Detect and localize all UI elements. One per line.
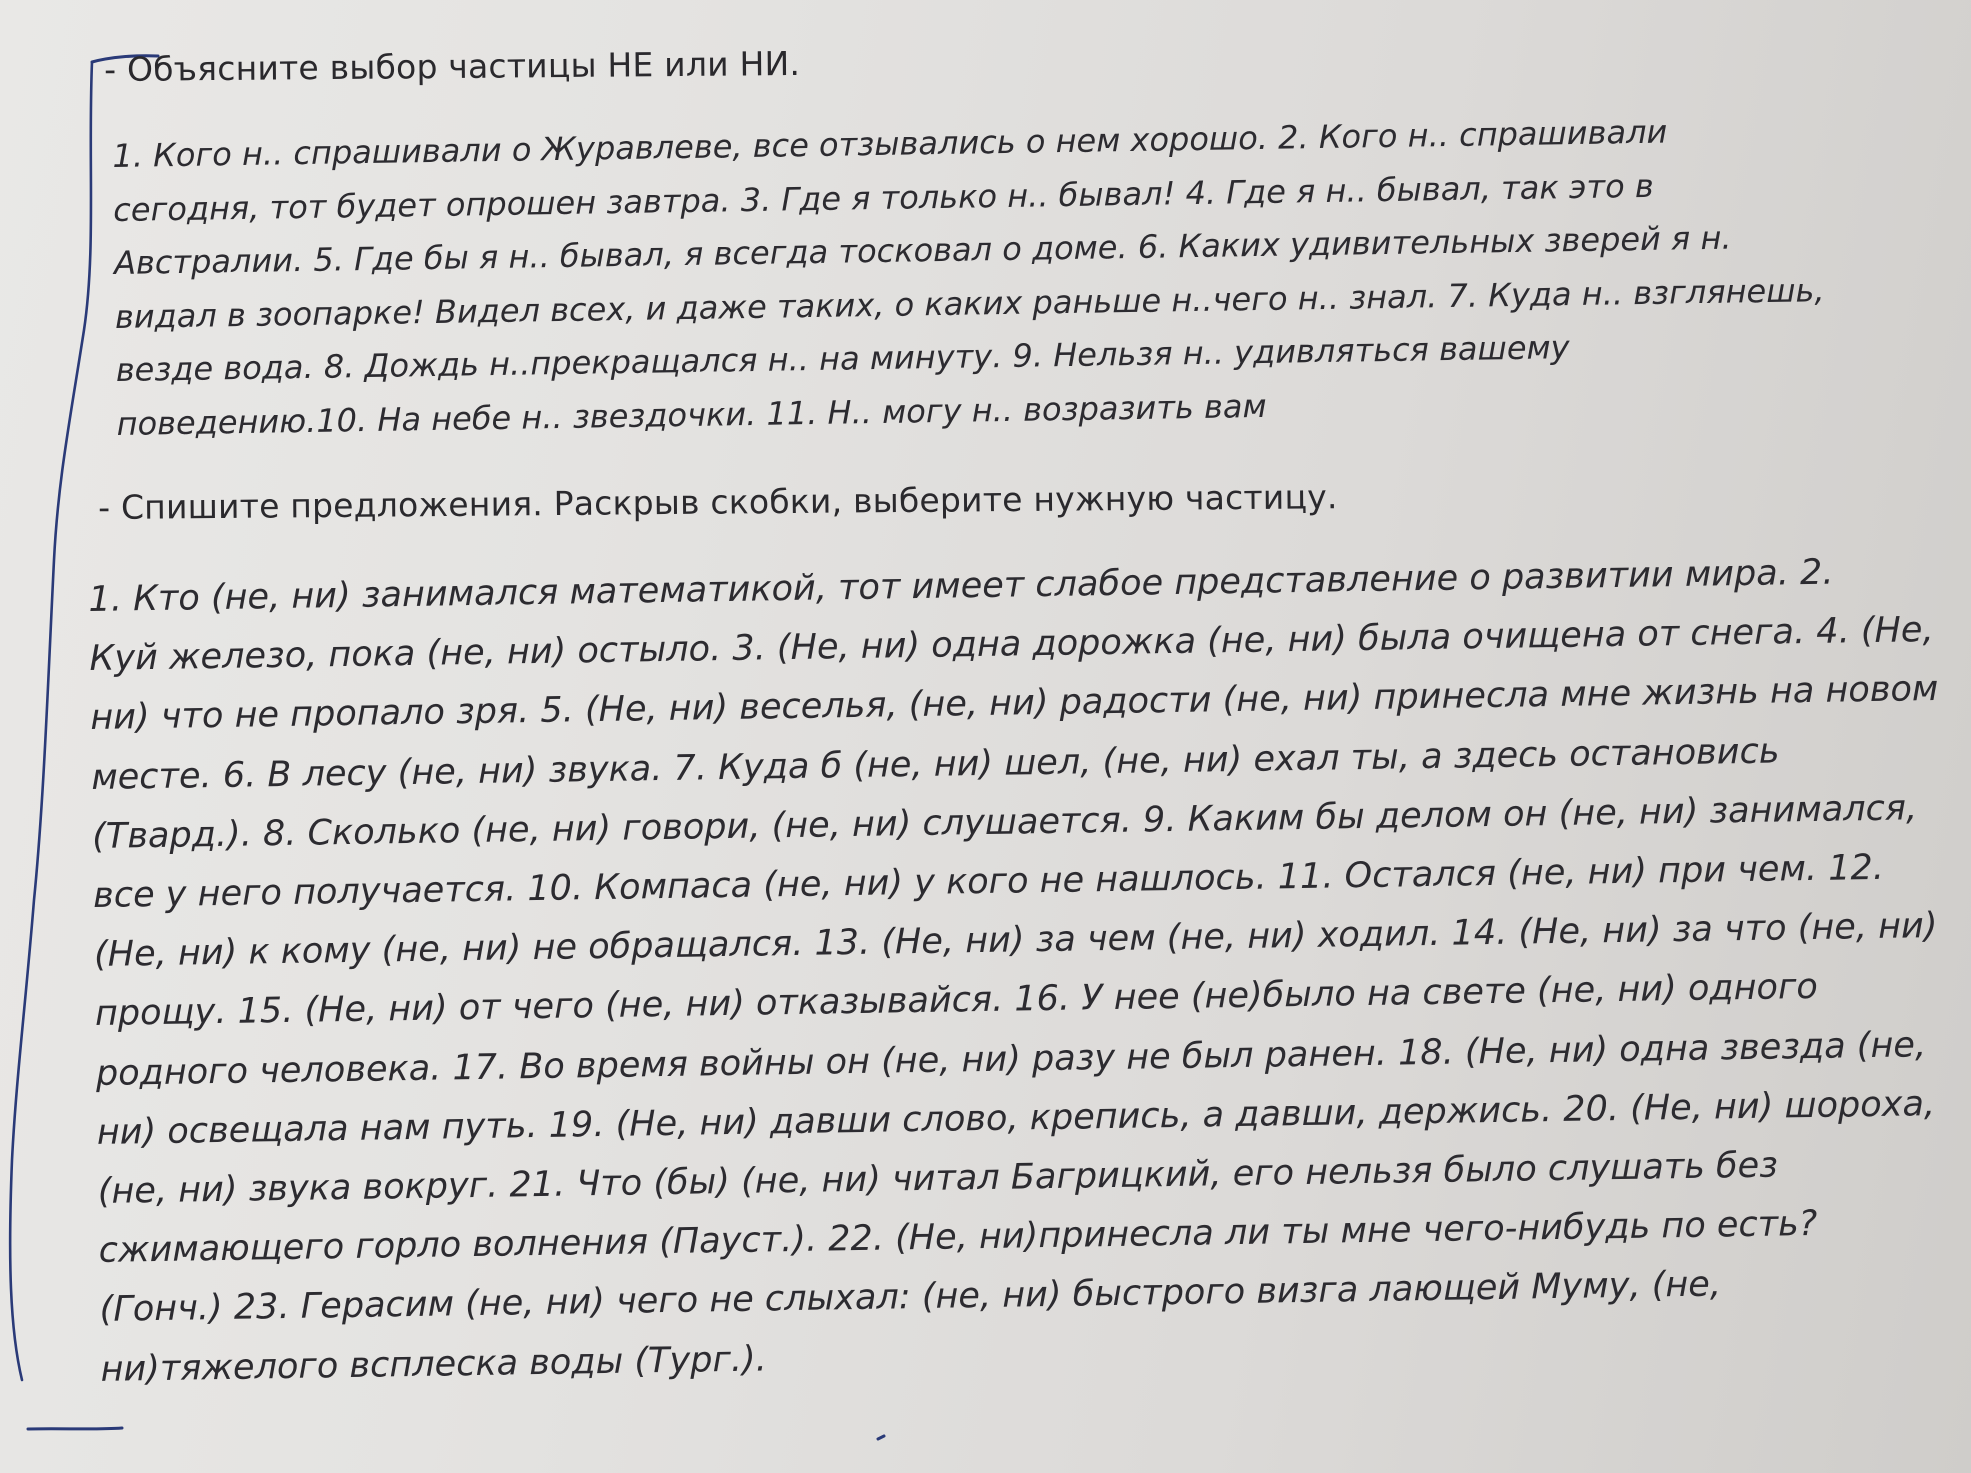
- task-2-heading: - Спишите предложения. Раскрыв скобки, выберите нужную частицу.: [98, 477, 1338, 527]
- task-2-line: Куй железо, пока (не, ни) остыло. 3. (Не, ни) одна дорожка (не, ни) была очищена от снега. 4. (Не,: [89, 609, 1934, 680]
- task-2-line: прощу. 15. (Не, ни) от чего (не, ни) отказывайся. 16. У нее (не)было на свете (не, ни) одного: [94, 966, 1819, 1035]
- task-2-sentences: [88, 541, 1949, 1399]
- task-2-line: все у него получается. 10. Компаса (не, ни) у кого не нашлось. 11. Остался (не, ни) при чем. 12.: [92, 846, 1885, 916]
- task-2-line: родного человека. 17. Во время войны он (не, ни) разу не был ранен. 18. (Не, ни) одна звезда (не,: [95, 1023, 1927, 1094]
- task-2-line: (Гонч.) 23. Герасим (не, ни) чего не слыхал: (не, ни) быстрого визга лающей Муму, (не,: [99, 1263, 1722, 1331]
- task-2-line: (Твард.). 8. Сколько (не, ни) говори, (не, ни) слушается. 9. Каким бы делом он (не, ни) занимался,: [91, 787, 1918, 857]
- task-2-line: ни) освещала нам путь. 19. (Не, ни) давши слово, крепись, а давши, держись. 20. (Не, ни) шороха,: [96, 1082, 1936, 1153]
- pen-vertical-stroke: [10, 62, 92, 1380]
- task-1-line: везде вода. 8. Дождь н..прекращался н.. на минуту. 9. Нельзя н.. удивляться вашему: [115, 328, 1570, 390]
- task-2-line: ни)тяжелого всплеска воды (Тург.).: [100, 1338, 768, 1390]
- task-1-line: поведению.10. На небе н.. звездочки. 11. Н.. могу н.. возразить вам: [116, 386, 1267, 443]
- pen-bottom-stroke: [28, 1428, 122, 1429]
- task-1-line: Австралии. 5. Где бы я н.. бывал, я всегда тосковал о доме. 6. Каких удивительных зверей я н.: [113, 218, 1732, 283]
- task-1-line: 1. Кого н.. спрашивали о Журавлеве, все отзывались о нем хорошо. 2. Кого н.. спрашивали: [112, 112, 1668, 175]
- pen-dot: [878, 1436, 884, 1439]
- task-2-line: месте. 6. В лесу (не, ни) звука. 7. Куда б (не, ни) шел, (не, ни) ехал ты, а здесь остановись: [90, 730, 1780, 798]
- task-2-line: ни) что не пропало зря. 5. (Не, ни) веселья, (не, ни) радости (не, ни) принесла мне жизнь на новом: [90, 668, 1939, 739]
- task-2-line: 1. Кто (не, ни) занимался математикой, тот имеет слабое представление о развитии мира. 2.: [88, 551, 1834, 620]
- task-1-line: видал в зоопарке! Видел всех, и даже таких, о каких раньше н..чего н.. знал. 7. Куда н.. взглянешь,: [114, 270, 1825, 336]
- task-2-line: сжимающего горло волнения (Пауст.). 22. (Не, ни)принесла ли ты мне чего-нибудь по есть?: [98, 1203, 1818, 1272]
- task-1-line: сегодня, тот будет опрошен завтра. 3. Где я только н.. бывал! 4. Где я н.. бывал, так это в: [112, 166, 1654, 229]
- task-1-heading: - Объясните выбор частицы НЕ или НИ.: [104, 43, 801, 89]
- task-2-line: (Не, ни) к кому (не, ни) не обращался. 13. (Не, ни) за чем (не, ни) ходил. 14. (Не, ни) за что (не, ни): [93, 905, 1938, 976]
- task-1-sentences: [112, 103, 1827, 451]
- task-2-line: (не, ни) звука вокруг. 21. Что (бы) (не, ни) читал Багрицкий, его нельзя было слушать без: [97, 1144, 1779, 1212]
